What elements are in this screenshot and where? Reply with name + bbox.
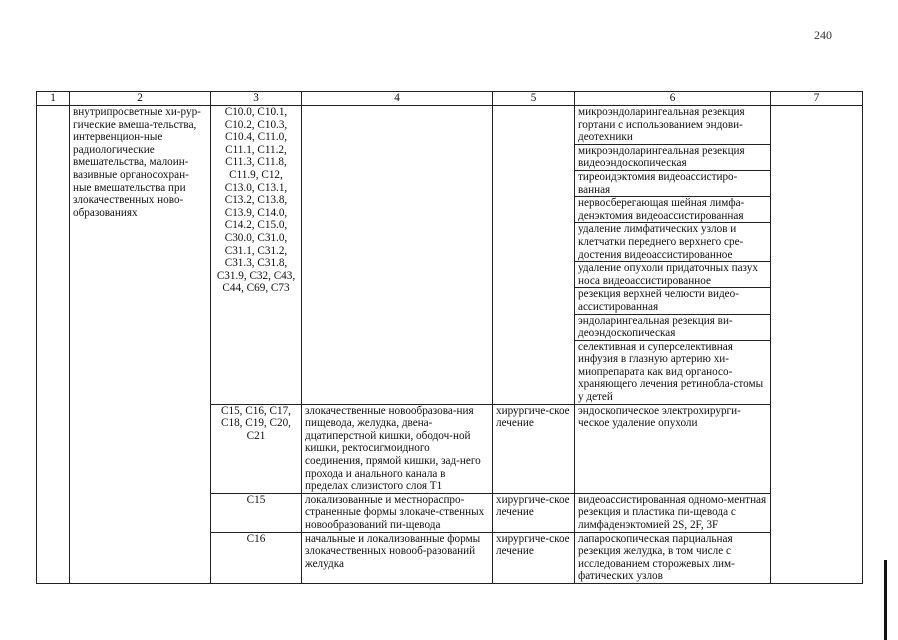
header-row — [37, 92, 863, 106]
diagnosis-cell — [302, 106, 493, 405]
icd-codes-cell: C16 — [211, 532, 302, 583]
column-header: 6 — [575, 92, 771, 106]
procedures-cell: эндоскопическое электрохирурги-ческое удаление опухоли — [575, 404, 771, 493]
diagnosis-cell: локализованные и местнораспро-страненные формы злокаче-ственных новообразований пи-щевода — [302, 493, 493, 532]
treatment-type-cell: хирургиче-ское лечение — [493, 404, 575, 493]
table-cell — [771, 106, 863, 584]
procedure-item: нервосберегающая шейная лимфа-денэктомия видеоассистированная — [575, 196, 770, 222]
intervention-type-cell: внутрипросветные хи-рур-гические вмеша-тельства, интервенцион-ные радиологические вмешательства, малоин-вазивные органосохран-ные вмешательства при злокачественных ново-образованиях — [70, 106, 211, 584]
scan-edge-mark — [884, 560, 887, 640]
treatment-type-cell — [493, 106, 575, 405]
procedure-item: удаление лимфатических узлов и клетчатки переднего верхнего сре-достения видеоассистированное — [575, 222, 770, 261]
column-header: 1 — [37, 92, 70, 106]
column-header: 5 — [493, 92, 575, 106]
column-header: 3 — [211, 92, 302, 106]
procedure-item: микроэндоларингеальная резекция гортани с использованием эндови-деотехники — [578, 106, 745, 144]
icd-codes-cell: C15 — [211, 493, 302, 532]
column-header: 2 — [70, 92, 211, 106]
procedure-item: тиреоидэктомия видеоассистиро-ванная — [575, 170, 770, 196]
treatment-type-cell: хирургиче-ское лечение — [493, 493, 575, 532]
table-row — [37, 106, 863, 405]
procedure-item: микроэндоларингеальная резекция видеоэндоскопическая — [575, 144, 770, 170]
treatment-type-cell: хирургиче-ское лечение — [493, 532, 575, 583]
diagnosis-cell: злокачественные новообразова-ния пищевода, желудка, двена-дцатиперстной кишки, ободоч-ной кишки, ректосигмоидного соединения, прямой кишки, зад-него прохода и анального канала в пределах слизистого слоя T1 — [302, 404, 493, 493]
table-cell — [37, 106, 70, 584]
column-header: 7 — [771, 92, 863, 106]
procedure-item: селективная и суперселективная инфузия в глазную артерию хи-миопрепарата как вид органосо-храняющего лечения ретинобла-стомы у детей — [575, 340, 770, 404]
procedures-cell — [575, 106, 771, 405]
procedures-table — [36, 91, 863, 584]
diagnosis-cell: начальные и локализованные формы злокачественных новооб-разований желудка — [302, 532, 493, 583]
icd-codes-cell: C15, C16, C17, C18, C19, C20, C21 — [211, 404, 302, 493]
procedure-item: резекция верхней челюсти видео-ассистированная — [575, 287, 770, 313]
procedures-cell: видеоассистированная одномо-ментная резекция и пластика пи-щевода с лимфаденэктомией 2S, 2F, 3F — [575, 493, 771, 532]
page-number: 240 — [814, 28, 832, 42]
procedures-cell: лапароскопическая парциальная резекция желудка, в том числе с исследованием сторожевых лим-фатических узлов — [575, 532, 771, 583]
procedure-item: эндоларингеальная резекция ви-деоэндоскопическая — [575, 314, 770, 340]
column-header: 4 — [302, 92, 493, 106]
icd-codes-cell: C10.0, C10.1, C10.2, C10.3, C10.4, C11.0, C11.1, C11.2, C11.3, C11.8, C11.9, C12, C13.0, C13.1, C13.2, C13.8, C13.9, C14.0, C14.2, C15.0, C30.0, C31.0, C31.1, C31.2, C31.3, C31.8, C31.9, C32, C43, C44, C69, C73 — [211, 106, 302, 405]
procedure-item: удаление опухоли придаточных пазух носа видеоассистированное — [575, 261, 770, 287]
